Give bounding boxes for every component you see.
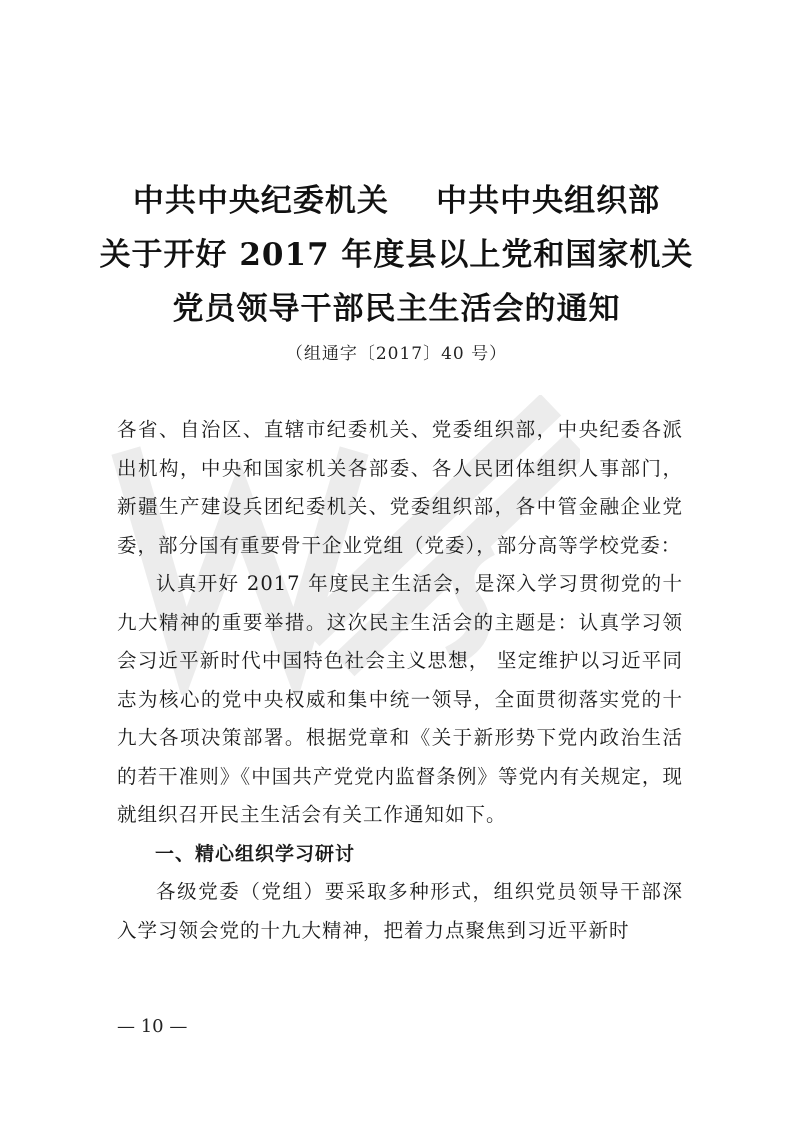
document-title-line-3: 党员领导干部民主生活会的通知 bbox=[172, 291, 621, 327]
addressees-paragraph: 各省、自治区、直辖市纪委机关、党委组织部，中央纪委各派出机构，中央和国家机关各部委、各人民团体组织人事部门，新疆生产建设兵团纪委机关、党委组织部，各中管金融企业党委，部分国有重要骨干企业党组（党委），部分高等学校党委： bbox=[117, 418, 683, 557]
page-number: — 10 — bbox=[117, 1016, 188, 1037]
document-title-line-1: 中共中央纪委机关 中共中央组织部 bbox=[132, 183, 661, 219]
document-header bbox=[0, 174, 793, 368]
document-title-line-2: 关于开好 2017 年度县以上党和国家机关 bbox=[99, 237, 694, 273]
intro-paragraph: 认真开好 2017 年度民主生活会，是深入学习贯彻党的十九大精神的重要举措。这次民主生活会的主题是：认真学习领会习近平新时代中国特色社会主义思想， 坚定维护以习近平同志为核心的党中央权威和集中统一领导，全面贯彻落实党的十九大各项决策部署。根据党章和《关于新形势下党内政治生活的若干准则》《中国共产党党内监督条例》等党内有关规定，现就组织召开民主生活会有关工作通知如下。 bbox=[117, 572, 683, 826]
document-body bbox=[117, 411, 683, 950]
document-number: （组通字〔2017〕40 号） bbox=[285, 344, 508, 364]
section-1-heading: 一、精心组织学习研讨 bbox=[155, 842, 356, 865]
section-1-paragraph: 各级党委（党组）要采取多种形式，组织党员领导干部深入学习领会党的十九大精神，把着力点聚焦到习近平新时 bbox=[117, 880, 683, 942]
